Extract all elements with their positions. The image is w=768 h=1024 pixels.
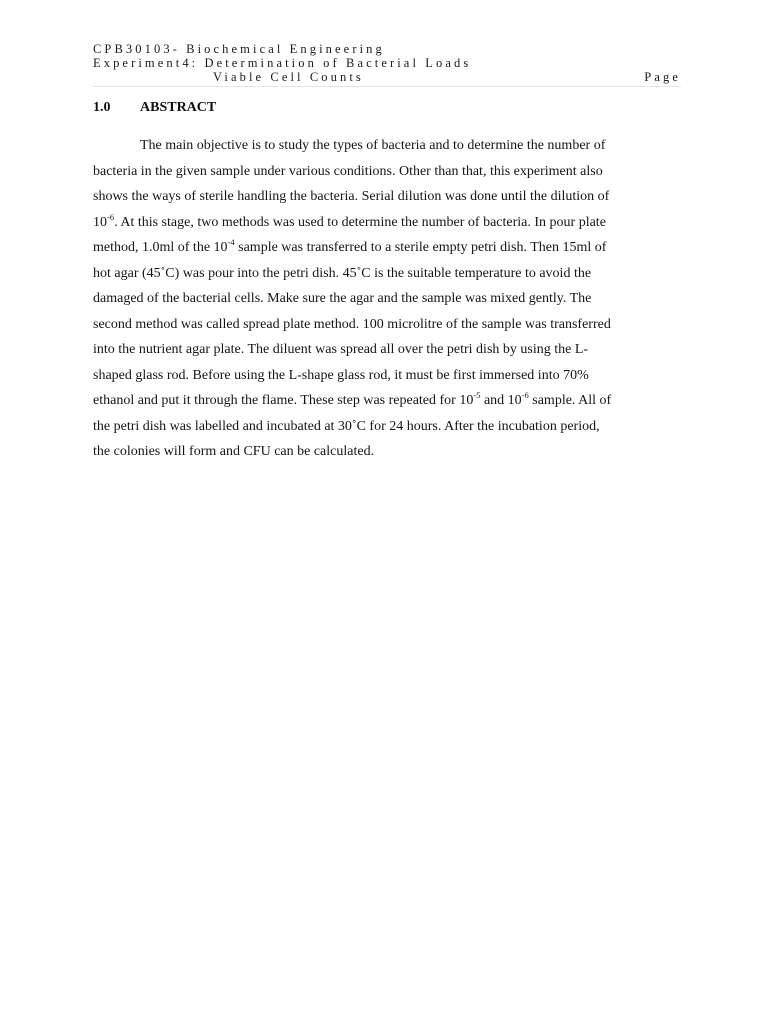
abstract-text: . At this stage, two methods was used to determine the number of bacteria. In pour plate (114, 214, 606, 230)
section-title: ABSTRACT (140, 100, 217, 115)
header-divider (93, 86, 681, 87)
abstract-line (93, 388, 669, 414)
superscript: -5 (473, 390, 481, 400)
abstract-paragraph (93, 133, 669, 465)
abstract-text: hot agar (45˚C) was pour into the petri dish. 45˚C is the suitable temperature to avoid the (93, 265, 592, 281)
abstract-text: the petri dish was labelled and incubated at 30˚C for 24 hours. After the incubation period, (93, 418, 600, 434)
header-page-label: Page (644, 70, 681, 84)
abstract-line (93, 312, 669, 338)
abstract-line (93, 261, 669, 287)
header-subtitle: Viable Cell Counts (213, 70, 364, 84)
abstract-line (93, 286, 669, 312)
header-subtitle-line (93, 70, 681, 84)
abstract-text: sample was transferred to a sterile empty petri dish. Then 15ml of (234, 240, 607, 255)
running-header (93, 42, 681, 84)
abstract-line (93, 159, 669, 185)
superscript: -4 (227, 237, 235, 247)
abstract-text: second method was called spread plate method. 100 microlitre of the sample was transferred (93, 316, 611, 332)
superscript: -6 (107, 211, 115, 222)
header-experiment: Experiment4: Determination of Bacterial Loads (93, 56, 472, 70)
abstract-text: bacteria in the given sample under various conditions. Other than that, this experiment also (93, 163, 603, 179)
section-number: 1.0 (93, 100, 111, 115)
abstract-text: sample. All of (528, 393, 612, 408)
abstract-text: and 10 (480, 393, 522, 408)
abstract-line (93, 363, 669, 389)
abstract-line (93, 184, 669, 210)
abstract-line (93, 414, 669, 440)
abstract-text: shaped glass rod. Before using the L-shape glass rod, it must be first immersed into 70% (93, 367, 589, 383)
abstract-text: The main objective is to study the types of bacteria and to determine the number of (140, 138, 606, 153)
abstract-line (93, 210, 669, 236)
abstract-text: ethanol and put it through the flame. These step was repeated for 10 (93, 393, 474, 408)
abstract-line (93, 133, 669, 159)
abstract-text: the colonies will form and CFU can be calculated. (93, 444, 375, 459)
abstract-text: shows the ways of sterile handling the bacteria. Serial dilution was done until the dilution of (93, 189, 610, 204)
abstract-line (93, 337, 669, 363)
abstract-text: into the nutrient agar plate. The diluent was spread all over the petri dish by using the L- (93, 342, 589, 357)
abstract-line (93, 235, 669, 261)
abstract-text: method, 1.0ml of the 10 (93, 240, 228, 255)
header-course: CPB30103- Biochemical Engineering (93, 42, 385, 56)
abstract-text: damaged of the bacterial cells. Make sure the agar and the sample was mixed gently. The (93, 291, 592, 306)
section-heading (93, 100, 216, 116)
superscript: -6 (521, 390, 529, 400)
abstract-text: 10 (93, 214, 107, 230)
abstract-line (93, 439, 669, 465)
